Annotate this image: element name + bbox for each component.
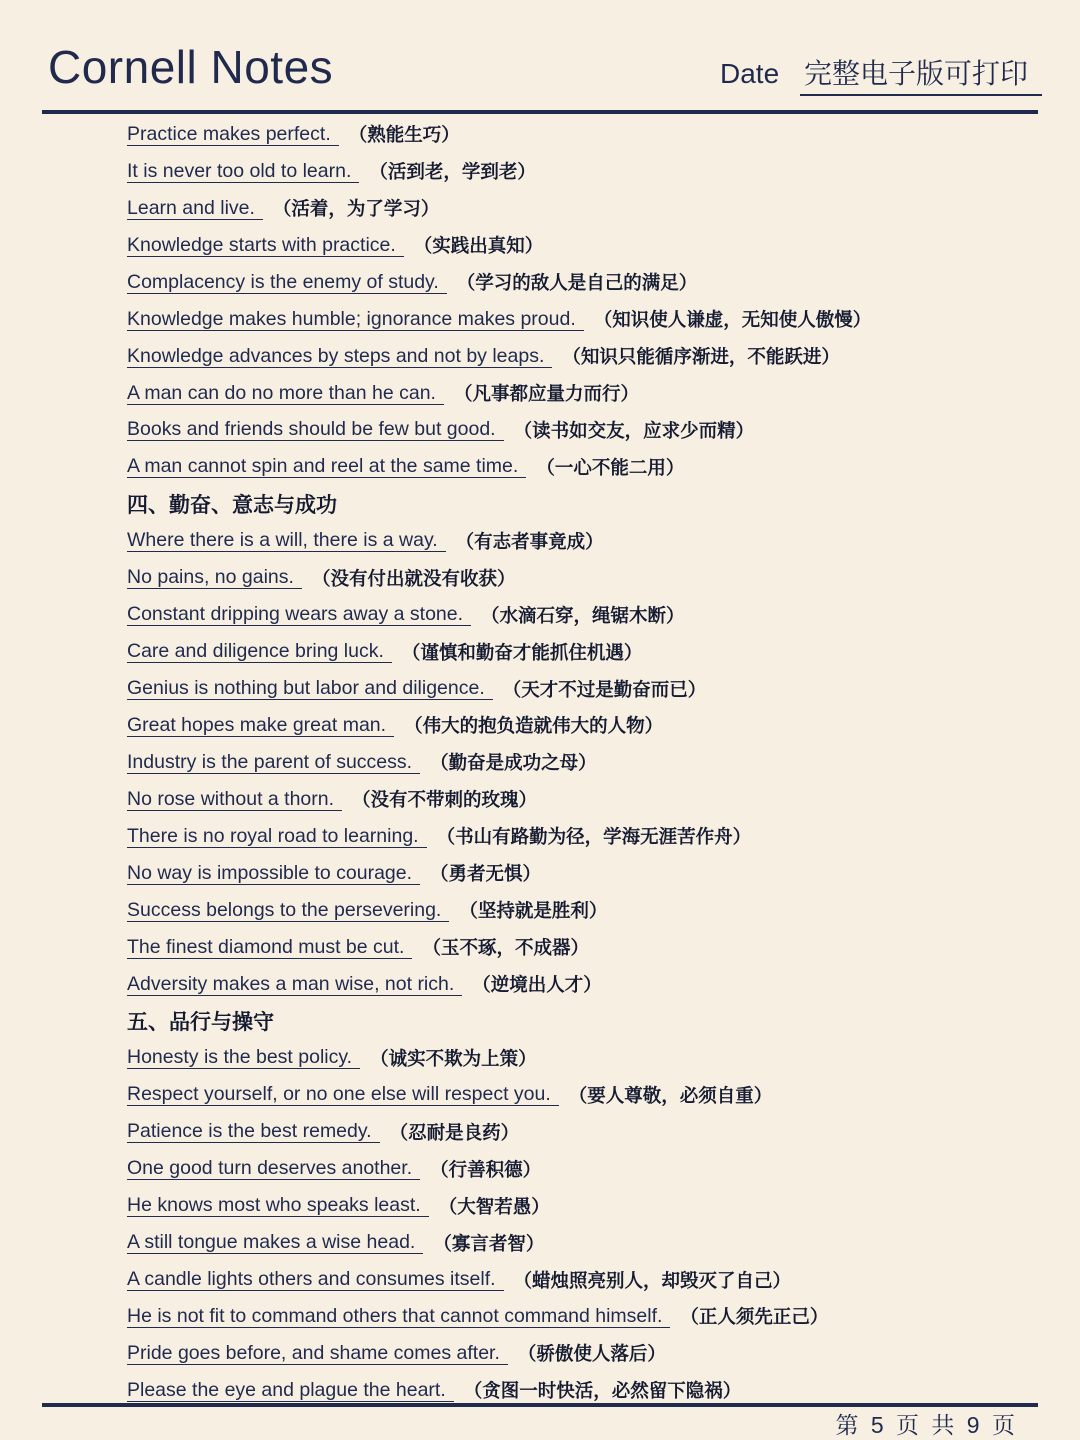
proverb-english: Success belongs to the persevering. xyxy=(127,899,449,922)
proverb-row xyxy=(127,929,1040,966)
proverb-chinese: （实践出真知） xyxy=(413,235,544,257)
proverb-english: Patience is the best remedy. xyxy=(127,1120,380,1143)
proverb-row xyxy=(127,1039,1040,1076)
proverb-english: Pride goes before, and shame comes after. xyxy=(127,1342,508,1365)
proverb-chinese: （有志者事竟成） xyxy=(455,530,604,552)
proverb-row xyxy=(127,596,1040,633)
proverb-row xyxy=(127,1076,1040,1113)
section-heading-text: 五、品行与操守 xyxy=(127,1010,274,1034)
proverb-english: Constant dripping wears away a stone. xyxy=(127,603,471,626)
proverb-chinese: （坚持就是胜利） xyxy=(459,900,608,922)
proverb-row xyxy=(127,412,1040,449)
date-label: Date xyxy=(720,58,780,89)
proverb-english: Please the eye and plague the heart. xyxy=(127,1379,454,1402)
proverb-chinese: （伟大的抱负造就伟大的人物） xyxy=(404,715,664,737)
proverb-row xyxy=(127,190,1040,227)
section-heading xyxy=(127,1003,1040,1040)
proverb-chinese: （知识使人谦虚，无知使人傲慢） xyxy=(593,309,872,331)
proverb-chinese: （寡言者智） xyxy=(433,1232,545,1254)
proverb-row xyxy=(127,264,1040,301)
section-heading xyxy=(127,485,1040,522)
proverb-english: Knowledge makes humble; ignorance makes proud. xyxy=(127,308,584,331)
proverb-chinese: （逆境出人才） xyxy=(472,974,602,996)
proverb-row xyxy=(127,1298,1040,1335)
proverb-row xyxy=(127,818,1040,855)
proverb-row xyxy=(127,892,1040,929)
proverb-english: No way is impossible to courage. xyxy=(127,862,420,885)
proverb-row xyxy=(127,781,1040,818)
proverb-english: A candle lights others and consumes itself. xyxy=(127,1268,504,1291)
proverb-chinese: （行善积德） xyxy=(430,1158,542,1180)
proverb-chinese: （凡事都应量力而行） xyxy=(453,383,639,405)
proverb-english: Great hopes make great man. xyxy=(127,714,394,737)
proverb-chinese: （活到老，学到老） xyxy=(369,161,536,183)
proverb-row xyxy=(127,1224,1040,1261)
proverb-row xyxy=(127,633,1040,670)
proverb-chinese: （熟能生巧） xyxy=(348,124,460,146)
proverb-english: A still tongue makes a wise head. xyxy=(127,1231,423,1254)
proverb-chinese: （大智若愚） xyxy=(438,1195,550,1217)
proverb-english: Honesty is the best policy. xyxy=(127,1046,360,1069)
proverb-chinese: （没有付出就没有收获） xyxy=(311,567,516,589)
proverb-row xyxy=(127,116,1040,153)
proverb-row xyxy=(127,227,1040,264)
proverb-english: Adversity makes a man wise, not rich. xyxy=(127,973,462,996)
proverb-row xyxy=(127,670,1040,707)
proverb-english: No pains, no gains. xyxy=(127,566,302,589)
proverb-row xyxy=(127,1150,1040,1187)
page-number: 第 5 页 共 9 页 xyxy=(835,1412,1018,1438)
proverb-row xyxy=(127,559,1040,596)
date-field: 完整电子版可打印 xyxy=(800,52,1042,96)
proverb-row xyxy=(127,375,1040,412)
proverb-english: Knowledge advances by steps and not by leaps. xyxy=(127,345,552,368)
proverb-row xyxy=(127,448,1040,485)
proverb-english: Books and friends should be few but good. xyxy=(127,418,504,441)
proverb-row xyxy=(127,301,1040,338)
proverb-row xyxy=(127,1261,1040,1298)
proverb-row xyxy=(127,338,1040,375)
proverb-english: The finest diamond must be cut. xyxy=(127,936,412,959)
proverb-list xyxy=(127,116,1040,1409)
proverb-row xyxy=(127,707,1040,744)
proverb-row xyxy=(127,522,1040,559)
proverb-chinese: （读书如交友，应求少而精） xyxy=(513,419,755,441)
proverb-english: There is no royal road to learning. xyxy=(127,825,427,848)
proverb-chinese: （活着，为了学习） xyxy=(272,198,440,220)
proverb-chinese: （知识只能循序渐进，不能跃进） xyxy=(562,346,840,368)
proverb-row xyxy=(127,744,1040,781)
proverb-chinese: （骄傲使人落后） xyxy=(517,1343,666,1365)
proverb-chinese: （勤奋是成功之母） xyxy=(430,752,597,774)
proverb-english: Complacency is the enemy of study. xyxy=(127,271,447,294)
proverb-english: He knows most who speaks least. xyxy=(127,1194,429,1217)
proverb-english: Industry is the parent of success. xyxy=(127,751,420,774)
page-title: Cornell Notes xyxy=(48,41,334,93)
header-divider xyxy=(42,110,1038,114)
proverb-row xyxy=(127,966,1040,1003)
proverb-chinese: （书山有路勤为径，学海无涯苦作舟） xyxy=(436,826,752,848)
proverb-chinese: （一心不能二用） xyxy=(536,456,685,478)
proverb-row xyxy=(127,1113,1040,1150)
proverb-chinese: （没有不带刺的玫瑰） xyxy=(352,789,538,811)
proverb-row xyxy=(127,1335,1040,1372)
proverb-chinese: （水滴石穿，绳锯木断） xyxy=(481,604,685,626)
section-heading-text: 四、勤奋、意志与成功 xyxy=(127,493,337,517)
proverb-english: Care and diligence bring luck. xyxy=(127,640,392,663)
proverb-chinese: （蜡烛照亮别人，却毁灭了自己） xyxy=(513,1269,792,1291)
proverb-chinese: （勇者无惧） xyxy=(430,863,542,885)
proverb-english: A man can do no more than he can. xyxy=(127,382,444,405)
proverb-row xyxy=(127,1187,1040,1224)
proverb-row xyxy=(127,153,1040,190)
proverb-english: Where there is a will, there is a way. xyxy=(127,529,446,552)
proverb-chinese: （忍耐是良药） xyxy=(389,1121,520,1143)
proverb-chinese: （学习的敌人是自己的满足） xyxy=(456,272,698,294)
proverb-english: A man cannot spin and reel at the same time. xyxy=(127,455,526,478)
proverb-english: It is never too old to learn. xyxy=(127,160,359,183)
proverb-chinese: （要人尊敬，必须自重） xyxy=(568,1084,773,1106)
proverb-chinese: （天才不过是勤奋而已） xyxy=(502,678,707,700)
proverb-chinese: （贪图一时快活，必然留下隐祸） xyxy=(463,1380,742,1402)
proverb-english: Genius is nothing but labor and diligence. xyxy=(127,677,493,700)
proverb-english: Knowledge starts with practice. xyxy=(127,234,404,257)
proverb-english: Respect yourself, or no one else will respect you. xyxy=(127,1083,559,1106)
proverb-chinese: （诚实不欺为上策） xyxy=(370,1047,537,1069)
proverb-english: Learn and live. xyxy=(127,197,263,220)
proverb-chinese: （正人须先正己） xyxy=(680,1306,829,1328)
proverb-english: No rose without a thorn. xyxy=(127,788,342,811)
proverb-row xyxy=(127,855,1040,892)
proverb-english: One good turn deserves another. xyxy=(127,1157,420,1180)
proverb-chinese: （谨慎和勤奋才能抓住机遇） xyxy=(401,641,643,663)
proverb-english: Practice makes perfect. xyxy=(127,123,339,146)
proverb-chinese: （玉不琢，不成器） xyxy=(422,937,589,959)
proverb-english: He is not fit to command others that cannot command himself. xyxy=(127,1305,670,1328)
